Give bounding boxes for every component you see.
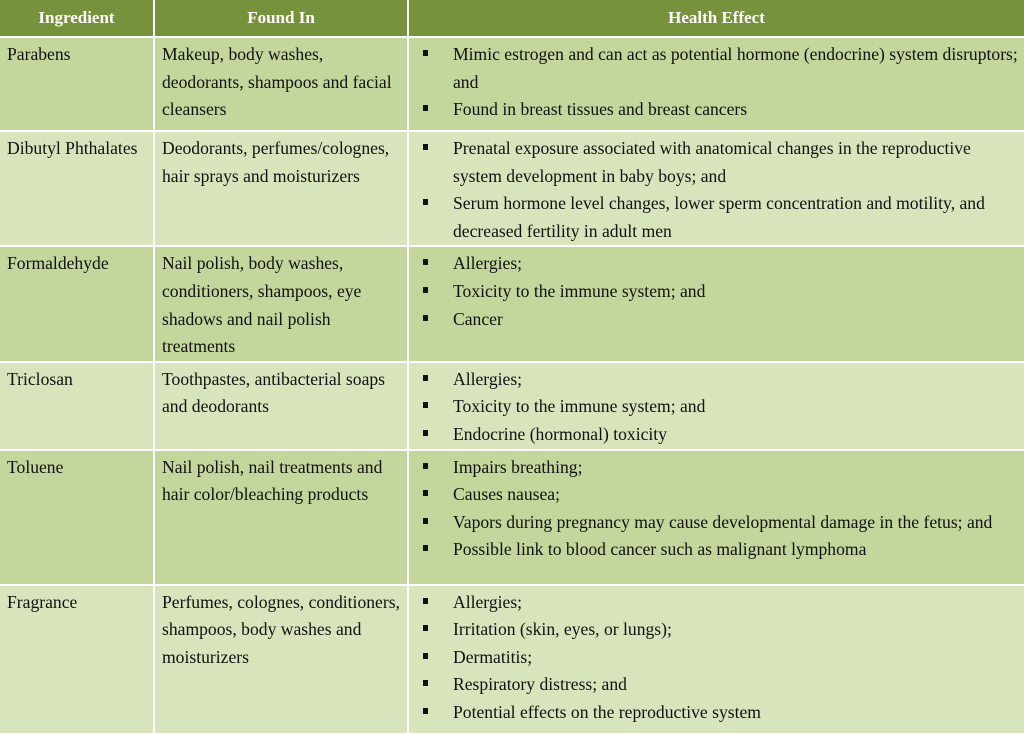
health-effect-cell [408, 37, 1024, 131]
effect-text: Possible link to blood cancer such as malignant lymphoma [453, 539, 867, 560]
bullet-icon [423, 430, 428, 436]
effect-item [419, 96, 1020, 124]
health-effect-cell [408, 131, 1024, 246]
effect-item [419, 421, 1020, 449]
table-row [0, 362, 1024, 450]
found-in-cell: Deodorants, perfumes/colognes, hair sprays and moisturizers [154, 131, 408, 246]
bullet-icon [423, 490, 428, 496]
bullet-icon [423, 625, 428, 631]
health-effect-cell [408, 585, 1024, 734]
bullet-icon [423, 598, 428, 604]
ingredient-cell: Dibutyl Phthalates [0, 131, 154, 246]
bullet-icon [423, 653, 428, 659]
header-ingredient: Ingredient [0, 0, 154, 37]
header-found-in: Found In [154, 0, 408, 37]
effect-text: Allergies; [453, 253, 523, 274]
effect-text: Mimic estrogen and can act as potential hormone (endocrine) system disruptors; and [453, 44, 1018, 92]
effect-item [419, 644, 1020, 672]
effect-item [419, 190, 1020, 245]
found-in-cell: Makeup, body washes, deodorants, shampoos and facial cleansers [154, 37, 408, 131]
table-row [0, 246, 1024, 361]
effect-item [419, 366, 1020, 394]
effect-item [419, 589, 1020, 617]
bullet-icon [423, 545, 428, 551]
health-effect-cell [408, 362, 1024, 450]
effect-item [419, 671, 1020, 699]
effect-text: Irritation (skin, eyes, or lungs); [453, 619, 672, 640]
bullet-icon [423, 402, 428, 408]
bullet-icon [423, 518, 428, 524]
effect-item [419, 278, 1020, 306]
effect-text: Allergies; [453, 368, 523, 389]
effect-text: Toxicity to the immune system; and [453, 280, 706, 301]
effect-item [419, 699, 1020, 727]
health-effect-cell [408, 450, 1024, 585]
bullet-icon [423, 50, 428, 56]
effect-text: Causes nausea; [453, 484, 560, 505]
effect-item [419, 481, 1020, 509]
effect-text: Prenatal exposure associated with anatomical changes in the reproductive system development in baby boys; and [453, 138, 971, 186]
effect-text: Serum hormone level changes, lower sperm concentration and motility, and decreased fertility in adult men [453, 193, 985, 241]
bullet-icon [423, 287, 428, 293]
effect-item [419, 509, 1020, 537]
effect-item [419, 250, 1020, 278]
effect-item [419, 536, 1020, 564]
effect-text: Respiratory distress; and [453, 674, 627, 695]
bullet-icon [423, 463, 428, 469]
header-health-effect: Health Effect [408, 0, 1024, 37]
effect-item [419, 41, 1020, 96]
bullet-icon [423, 105, 428, 111]
ingredient-cell: Triclosan [0, 362, 154, 450]
effect-text: Cancer [453, 308, 503, 329]
effect-text: Allergies; [453, 591, 523, 612]
ingredient-cell: Fragrance [0, 585, 154, 734]
table-row [0, 585, 1024, 734]
effect-item [419, 454, 1020, 482]
effect-item [419, 306, 1020, 334]
ingredient-cell: Formaldehyde [0, 246, 154, 361]
ingredient-cell: Parabens [0, 37, 154, 131]
effect-text: Potential effects on the reproductive system [453, 701, 761, 722]
found-in-cell: Nail polish, nail treatments and hair color/bleaching products [154, 450, 408, 585]
effect-text: Endocrine (hormonal) toxicity [453, 423, 667, 444]
bullet-icon [423, 199, 428, 205]
table-row [0, 37, 1024, 131]
bullet-icon [423, 375, 428, 381]
bullet-icon [423, 259, 428, 265]
effect-text: Impairs breathing; [453, 456, 583, 477]
table-row [0, 450, 1024, 585]
found-in-cell: Perfumes, colognes, conditioners, shampoos, body washes and moisturizers [154, 585, 408, 734]
effect-text: Dermatitis; [453, 646, 533, 667]
ingredient-cell: Toluene [0, 450, 154, 585]
health-effect-cell [408, 246, 1024, 361]
effect-text: Found in breast tissues and breast cancers [453, 99, 748, 120]
effect-text: Toxicity to the immune system; and [453, 396, 706, 417]
header-row [0, 0, 1024, 37]
bullet-icon [423, 315, 428, 321]
bullet-icon [423, 680, 428, 686]
found-in-cell: Toothpastes, antibacterial soaps and deodorants [154, 362, 408, 450]
effect-item [419, 135, 1020, 190]
bullet-icon [423, 708, 428, 714]
effect-item [419, 616, 1020, 644]
effect-text: Vapors during pregnancy may cause developmental damage in the fetus; and [453, 511, 993, 532]
table-row [0, 131, 1024, 246]
effect-item [419, 393, 1020, 421]
found-in-cell: Nail polish, body washes, conditioners, shampoos, eye shadows and nail polish treatments [154, 246, 408, 361]
bullet-icon [423, 144, 428, 150]
